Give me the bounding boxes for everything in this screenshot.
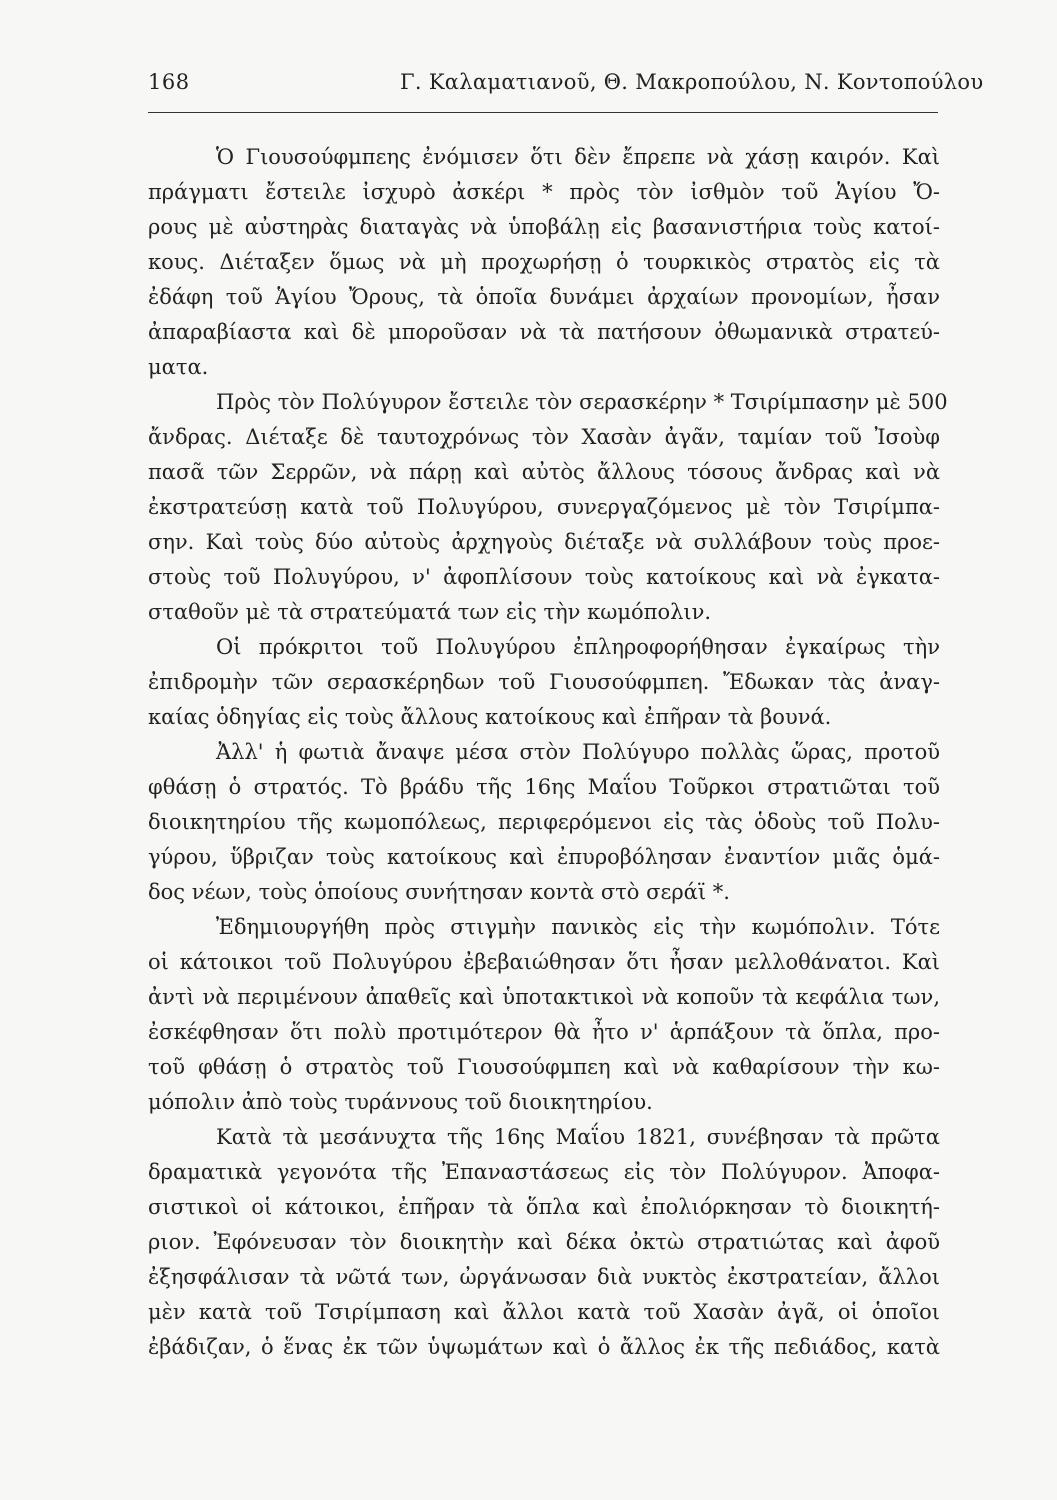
text-line: καίας ὁδηγίας εἰς τοὺς ἄλλους κατοίκους καὶ ἐπῆραν τὰ βουνά. — [148, 705, 832, 729]
text-line: φθάσῃ ὁ στρατός. Τὸ βράδυ τῆς 16ης Μαΐου Τοῦρκοι στρατιῶται τοῦ — [148, 775, 940, 799]
text-line: ἐδάφη τοῦ Ἁγίου Ὄρους, τὰ ὁποῖα δυνάμει ἀρχαίων προνομίων, ἦσαν — [148, 285, 940, 309]
text-line: στοὺς τοῦ Πολυγύρου, ν' ἀφοπλίσουν τοὺς κατοίκους καὶ νὰ ἐγκατα- — [148, 565, 940, 589]
text-line: ἐσκέφθησαν ὅτι πολὺ προτιμότερον θὰ ἦτο ν' ἁρπάξουν τὰ ὅπλα, προ- — [148, 1020, 940, 1044]
text-line: ἀπαραβίαστα καὶ δὲ μποροῦσαν νὰ τὰ πατήσουν ὀθωμανικὰ στρατεύ- — [148, 320, 940, 344]
text-line: Οἱ πρόκριτοι τοῦ Πολυγύρου ἐπληροφορήθησαν ἐγκαίρως τὴν — [216, 635, 940, 659]
text-line: ριον. Ἐφόνευσαν τὸν διοικητὴν καὶ δέκα ὀκτὼ στρατιώτας καὶ ἀφοῦ — [148, 1230, 940, 1254]
text-line: μὲν κατὰ τοῦ Τσιρίμπαση καὶ ἄλλοι κατὰ τοῦ Χασὰν ἀγᾶ, οἱ ὁποῖοι — [148, 1300, 940, 1324]
text-line: ἐκστρατεύσῃ κατὰ τοῦ Πολυγύρου, συνεργαζόμενος μὲ τὸν Τσιρίμπα- — [148, 495, 940, 519]
text-line: σταθοῦν μὲ τὰ στρατεύματά των εἰς τὴν κωμόπολιν. — [148, 600, 712, 624]
body-text — [148, 140, 948, 1365]
text-line: ματα. — [148, 355, 209, 379]
text-line: Πρὸς τὸν Πολύγυρον ἔστειλε τὸν σερασκέρην * Τσιρίμπασην μὲ 500 — [216, 390, 948, 414]
text-line: ἀντὶ νὰ περιμένουν ἀπαθεῖς καὶ ὑποτακτικοὶ νὰ κοποῦν τὰ κεφάλια των, — [148, 985, 940, 1009]
text-line: ἐπιδρομὴν τῶν σερασκέρηδων τοῦ Γιουσούφμπεη. Ἔδωκαν τὰς ἀναγ- — [148, 670, 940, 694]
running-head: Γ. Καλαματιανοῦ, Θ. Μακροπούλου, Ν. Κοντοπούλου — [400, 70, 984, 94]
text-line: σην. Καὶ τοὺς δύο αὐτοὺς ἀρχηγοὺς διέταξε νὰ συλλάβουν τοὺς προε- — [148, 530, 940, 554]
text-line: δος νέων, τοὺς ὁποίους συνήτησαν κοντὰ στὸ σεράϊ *. — [148, 880, 730, 904]
text-line: πασᾶ τῶν Σερρῶν, νὰ πάρῃ καὶ αὐτὸς ἄλλους τόσους ἄνδρας καὶ νὰ — [148, 460, 940, 484]
text-line: σιστικοὶ οἱ κάτοικοι, ἐπῆραν τὰ ὅπλα καὶ ἐπολιόρκησαν τὸ διοικητή- — [148, 1195, 940, 1219]
text-line: μόπολιν ἀπὸ τοὺς τυράννους τοῦ διοικητηρίου. — [148, 1090, 653, 1114]
text-line: κους. Διέταξεν ὅμως νὰ μὴ προχωρήσῃ ὁ τουρκικὸς στρατὸς εἰς τὰ — [148, 250, 940, 274]
text-line: ρους μὲ αὐστηρὰς διαταγὰς νὰ ὑποβάλῃ εἰς βασανιστήρια τοὺς κατοί- — [148, 215, 940, 239]
text-line: ἄνδρας. Διέταξε δὲ ταυτοχρόνως τὸν Χασὰν ἀγᾶν, ταμίαν τοῦ Ἰσοὺφ — [148, 425, 940, 449]
text-line: διοικητηρίου τῆς κωμοπόλεως, περιφερόμενοι εἰς τὰς ὁδοὺς τοῦ Πολυ- — [148, 810, 940, 834]
page-number: 168 — [148, 70, 190, 94]
text-line: ἐξησφάλισαν τὰ νῶτά των, ὠργάνωσαν διὰ νυκτὸς ἐκστρατείαν, ἄλλοι — [148, 1265, 940, 1289]
text-line: γύρου, ὕβριζαν τοὺς κατοίκους καὶ ἐπυροβόλησαν ἐναντίον μιᾶς ὁμά- — [148, 845, 940, 869]
text-line: οἱ κάτοικοι τοῦ Πολυγύρου ἐβεβαιώθησαν ὅτι ἦσαν μελλοθάνατοι. Καὶ — [148, 950, 940, 974]
text-line: ἐβάδιζαν, ὁ ἕνας ἐκ τῶν ὑψωμάτων καὶ ὁ ἄλλος ἐκ τῆς πεδιάδος, κατὰ — [148, 1335, 940, 1359]
text-line: δραματικὰ γεγονότα τῆς Ἐπαναστάσεως εἰς τὸν Πολύγυρον. Ἀποφα- — [148, 1160, 940, 1184]
header-rule — [148, 112, 938, 113]
text-line: πράγματι ἔστειλε ἰσχυρὸ ἀσκέρι * πρὸς τὸν ἰσθμὸν τοῦ Ἁγίου Ὄ- — [148, 180, 940, 204]
text-line: Ἐδημιουργήθη πρὸς στιγμὴν πανικὸς εἰς τὴν κωμόπολιν. Τότε — [216, 915, 940, 939]
text-line: τοῦ φθάσῃ ὁ στρατὸς τοῦ Γιουσούφμπεη καὶ νὰ καθαρίσουν τὴν κω- — [148, 1055, 940, 1079]
text-line: Ὁ Γιουσούφμπεης ἐνόμισεν ὅτι δὲν ἔπρεπε νὰ χάσῃ καιρόν. Καὶ — [216, 145, 940, 169]
text-line: Ἀλλ' ἡ φωτιὰ ἄναψε μέσα στὸν Πολύγυρο πολλὰς ὥρας, προτοῦ — [216, 740, 940, 764]
text-line: Κατὰ τὰ μεσάνυχτα τῆς 16ης Μαΐου 1821, συνέβησαν τὰ πρῶτα — [216, 1125, 940, 1149]
